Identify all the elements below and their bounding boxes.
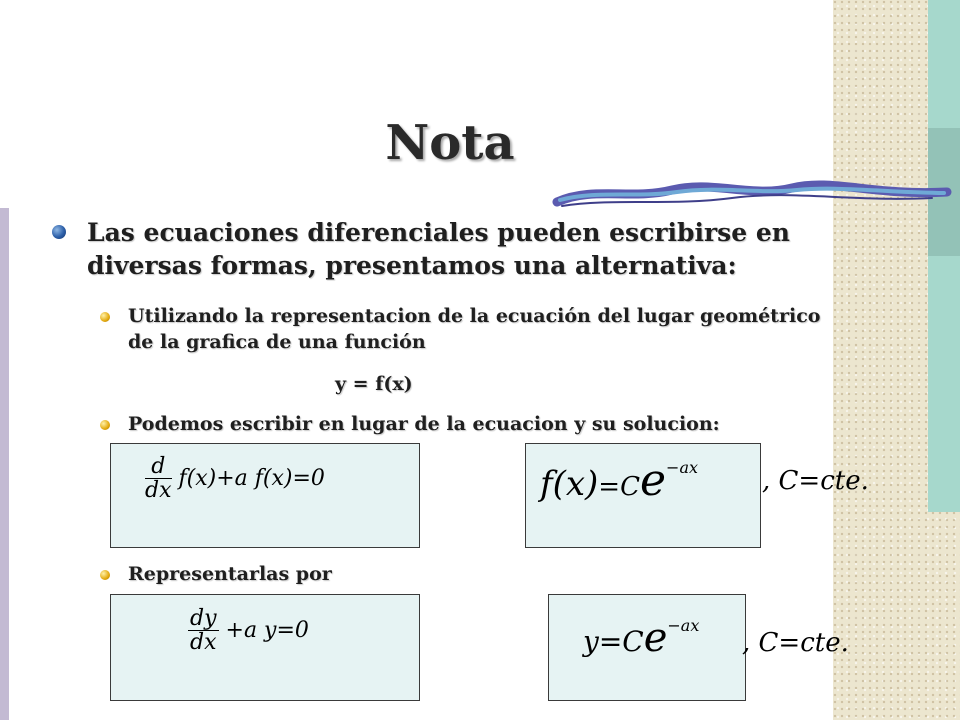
main-bullet-text: Las ecuaciones diferenciales pueden escribirse en diversas formas, presentamos una alternativa: [87, 218, 790, 280]
slide-title: Nota [385, 115, 515, 171]
equation-solution-2: $y=Ce^{-ax}$ [583, 615, 700, 661]
left-accent-stripe [0, 208, 9, 720]
sub-bullet-1-text: Utilizando la representacion de la ecuación del lugar geométrico de la grafica de una función [128, 305, 821, 353]
sub-bullet-2-text: Podemos escribir en lugar de la ecuacion y su solucion: [128, 413, 720, 435]
sub-bullet-3-text: Representarlas por [128, 563, 332, 585]
right-teal-strip [928, 0, 960, 512]
equation-ode-2: $\frac{dy}{dx}$ +a y=0 [190, 606, 309, 656]
yellow-bullet-icon [100, 570, 110, 580]
equation-ode-1: $\frac{d}{dx}$ f(x)+a f(x)=0 [145, 454, 325, 504]
blue-bullet-icon [52, 225, 66, 239]
sub-bullet-1-equation: y = f(x) [335, 373, 413, 395]
yellow-bullet-icon [100, 420, 110, 430]
constant-note-1: , C=cte. [762, 466, 869, 496]
equation-solution-1: $f(x)=Ce^{-ax}$ [540, 455, 698, 506]
title-underline-squiggle [552, 180, 952, 214]
constant-note-2: , C=cte. [742, 628, 849, 658]
yellow-bullet-icon [100, 312, 110, 322]
